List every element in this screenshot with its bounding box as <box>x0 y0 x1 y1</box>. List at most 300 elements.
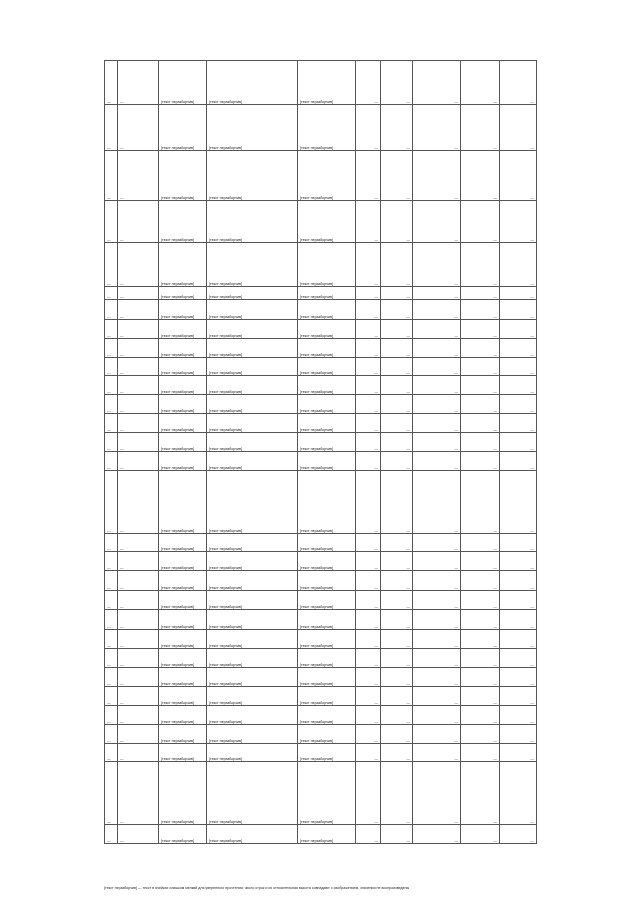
value-column-4: — <box>500 649 537 668</box>
row-number: — <box>105 825 118 844</box>
value-column-2: — <box>413 571 461 591</box>
cadastral-number: — <box>118 339 159 358</box>
value-column-4: — <box>500 395 537 414</box>
cadastral-number: — <box>118 552 159 571</box>
table-row <box>105 287 537 300</box>
value-column-2: — <box>413 825 461 844</box>
area-value: — <box>356 552 381 571</box>
object-name: [текст неразборчив] <box>159 687 207 706</box>
value-column-2: — <box>413 762 461 825</box>
land-category: [текст неразборчив] <box>207 376 298 395</box>
land-category: [текст неразборчив] <box>207 687 298 706</box>
value-column-2: — <box>413 61 461 105</box>
value-column-3: — <box>461 433 500 452</box>
table-row <box>105 630 537 649</box>
object-name: [текст неразборчив] <box>159 243 207 287</box>
value-column-4: — <box>500 630 537 649</box>
value-column-1: — <box>381 668 413 687</box>
permitted-use: [текст неразборчив] <box>298 287 356 300</box>
table-row <box>105 725 537 744</box>
permitted-use: [текст неразборчив] <box>298 649 356 668</box>
cadastral-number: — <box>118 762 159 825</box>
value-column-3: — <box>461 105 500 151</box>
area-value: — <box>356 725 381 744</box>
value-column-2: — <box>413 339 461 358</box>
value-column-4: — <box>500 376 537 395</box>
table-row <box>105 591 537 610</box>
value-column-3: — <box>461 825 500 844</box>
table-row <box>105 201 537 243</box>
object-name: [текст неразборчив] <box>159 287 207 300</box>
area-value: — <box>356 706 381 725</box>
value-column-3: — <box>461 452 500 471</box>
row-number: — <box>105 534 118 552</box>
row-number: — <box>105 471 118 534</box>
permitted-use: [текст неразборчив] <box>298 339 356 358</box>
permitted-use: [текст неразборчив] <box>298 105 356 151</box>
value-column-4: — <box>500 571 537 591</box>
land-category: [текст неразборчив] <box>207 105 298 151</box>
value-column-3: — <box>461 610 500 630</box>
table-row <box>105 320 537 339</box>
value-column-1: — <box>381 744 413 762</box>
area-value: — <box>356 610 381 630</box>
area-value: — <box>356 358 381 376</box>
object-name: [текст неразборчив] <box>159 395 207 414</box>
cadastral-number: — <box>118 571 159 591</box>
value-column-2: — <box>413 706 461 725</box>
permitted-use: [текст неразборчив] <box>298 706 356 725</box>
row-number: — <box>105 151 118 201</box>
table-row <box>105 105 537 151</box>
permitted-use: [текст неразборчив] <box>298 725 356 744</box>
table-row <box>105 243 537 287</box>
value-column-2: — <box>413 668 461 687</box>
value-column-2: — <box>413 630 461 649</box>
cadastral-number: — <box>118 414 159 433</box>
permitted-use: [текст неразборчив] <box>298 471 356 534</box>
value-column-3: — <box>461 151 500 201</box>
value-column-2: — <box>413 649 461 668</box>
cadastral-number: — <box>118 151 159 201</box>
row-number: — <box>105 725 118 744</box>
land-category: [текст неразборчив] <box>207 320 298 339</box>
table-row <box>105 61 537 105</box>
value-column-4: — <box>500 552 537 571</box>
object-name: [текст неразборчив] <box>159 339 207 358</box>
row-number: — <box>105 320 118 339</box>
row-number: — <box>105 610 118 630</box>
value-column-4: — <box>500 471 537 534</box>
value-column-1: — <box>381 339 413 358</box>
object-name: [текст неразборчив] <box>159 105 207 151</box>
value-column-1: — <box>381 320 413 339</box>
row-number: — <box>105 395 118 414</box>
value-column-1: — <box>381 433 413 452</box>
area-value: — <box>356 452 381 471</box>
permitted-use: [текст неразборчив] <box>298 395 356 414</box>
value-column-2: — <box>413 151 461 201</box>
land-category: [текст неразборчив] <box>207 591 298 610</box>
value-column-3: — <box>461 706 500 725</box>
permitted-use: [текст неразборчив] <box>298 825 356 844</box>
value-column-4: — <box>500 744 537 762</box>
value-column-4: — <box>500 668 537 687</box>
row-number: — <box>105 358 118 376</box>
value-column-1: — <box>381 358 413 376</box>
land-category: [текст неразборчив] <box>207 649 298 668</box>
land-category: [текст неразборчив] <box>207 571 298 591</box>
land-category: [текст неразборчив] <box>207 414 298 433</box>
table-row <box>105 452 537 471</box>
value-column-4: — <box>500 339 537 358</box>
permitted-use: [текст неразборчив] <box>298 452 356 471</box>
object-name: [текст неразборчив] <box>159 534 207 552</box>
value-column-2: — <box>413 376 461 395</box>
cadastral-number: — <box>118 395 159 414</box>
permitted-use: [текст неразборчив] <box>298 762 356 825</box>
value-column-1: — <box>381 591 413 610</box>
value-column-4: — <box>500 358 537 376</box>
cadastral-number: — <box>118 687 159 706</box>
row-number: — <box>105 414 118 433</box>
value-column-1: — <box>381 201 413 243</box>
row-number: — <box>105 105 118 151</box>
land-category: [текст неразборчив] <box>207 452 298 471</box>
row-number: — <box>105 452 118 471</box>
permitted-use: [текст неразборчив] <box>298 591 356 610</box>
land-plot-table <box>104 60 537 844</box>
land-category: [текст неразборчив] <box>207 471 298 534</box>
table-row <box>105 744 537 762</box>
value-column-1: — <box>381 552 413 571</box>
table-row <box>105 687 537 706</box>
row-number: — <box>105 61 118 105</box>
table-row <box>105 358 537 376</box>
cadastral-number: — <box>118 433 159 452</box>
row-number: — <box>105 668 118 687</box>
value-column-2: — <box>413 433 461 452</box>
area-value: — <box>356 395 381 414</box>
value-column-3: — <box>461 534 500 552</box>
value-column-2: — <box>413 610 461 630</box>
area-value: — <box>356 534 381 552</box>
permitted-use: [текст неразборчив] <box>298 201 356 243</box>
permitted-use: [текст неразборчив] <box>298 744 356 762</box>
row-number: — <box>105 687 118 706</box>
object-name: [текст неразборчив] <box>159 471 207 534</box>
table-row <box>105 433 537 452</box>
cadastral-number: — <box>118 61 159 105</box>
object-name: [текст неразборчив] <box>159 610 207 630</box>
table-row <box>105 668 537 687</box>
object-name: [текст неразборчив] <box>159 552 207 571</box>
land-category: [текст неразборчив] <box>207 706 298 725</box>
table-row <box>105 552 537 571</box>
area-value: — <box>356 61 381 105</box>
object-name: [текст неразборчив] <box>159 433 207 452</box>
table-row <box>105 610 537 630</box>
cadastral-number: — <box>118 649 159 668</box>
row-number: — <box>105 300 118 320</box>
cadastral-number: — <box>118 105 159 151</box>
value-column-3: — <box>461 687 500 706</box>
table-row <box>105 300 537 320</box>
cadastral-number: — <box>118 320 159 339</box>
row-number: — <box>105 649 118 668</box>
value-column-4: — <box>500 725 537 744</box>
value-column-3: — <box>461 243 500 287</box>
area-value: — <box>356 825 381 844</box>
value-column-1: — <box>381 630 413 649</box>
table-row <box>105 706 537 725</box>
table-row <box>105 395 537 414</box>
row-number: — <box>105 744 118 762</box>
value-column-1: — <box>381 649 413 668</box>
value-column-3: — <box>461 395 500 414</box>
value-column-4: — <box>500 151 537 201</box>
value-column-3: — <box>461 571 500 591</box>
land-category: [текст неразборчив] <box>207 744 298 762</box>
table-row <box>105 825 537 844</box>
area-value: — <box>356 668 381 687</box>
value-column-3: — <box>461 339 500 358</box>
value-column-1: — <box>381 395 413 414</box>
cadastral-number: — <box>118 452 159 471</box>
permitted-use: [текст неразборчив] <box>298 151 356 201</box>
object-name: [текст неразборчив] <box>159 61 207 105</box>
land-category: [текст неразборчив] <box>207 339 298 358</box>
object-name: [текст неразборчив] <box>159 668 207 687</box>
permitted-use: [текст неразборчив] <box>298 687 356 706</box>
value-column-3: — <box>461 649 500 668</box>
land-category: [текст неразборчив] <box>207 534 298 552</box>
land-category: [текст неразборчив] <box>207 61 298 105</box>
area-value: — <box>356 414 381 433</box>
table-row <box>105 414 537 433</box>
table-row <box>105 151 537 201</box>
value-column-2: — <box>413 320 461 339</box>
area-value: — <box>356 687 381 706</box>
area-value: — <box>356 471 381 534</box>
land-category: [текст неразборчив] <box>207 630 298 649</box>
object-name: [текст неразборчив] <box>159 649 207 668</box>
value-column-1: — <box>381 452 413 471</box>
object-name: [текст неразборчив] <box>159 571 207 591</box>
land-category: [текст неразборчив] <box>207 395 298 414</box>
value-column-3: — <box>461 61 500 105</box>
value-column-1: — <box>381 105 413 151</box>
land-category: [текст неразборчив] <box>207 287 298 300</box>
value-column-2: — <box>413 452 461 471</box>
area-value: — <box>356 300 381 320</box>
land-category: [текст неразборчив] <box>207 825 298 844</box>
row-number: — <box>105 706 118 725</box>
object-name: [текст неразборчив] <box>159 320 207 339</box>
object-name: [текст неразборчив] <box>159 630 207 649</box>
value-column-4: — <box>500 762 537 825</box>
value-column-4: — <box>500 300 537 320</box>
object-name: [текст неразборчив] <box>159 300 207 320</box>
land-category: [текст неразборчив] <box>207 201 298 243</box>
object-name: [текст неразборчив] <box>159 358 207 376</box>
cadastral-number: — <box>118 243 159 287</box>
value-column-4: — <box>500 452 537 471</box>
area-value: — <box>356 201 381 243</box>
object-name: [текст неразборчив] <box>159 706 207 725</box>
row-number: — <box>105 571 118 591</box>
value-column-1: — <box>381 243 413 287</box>
object-name: [текст неразборчив] <box>159 762 207 825</box>
value-column-1: — <box>381 610 413 630</box>
land-category: [текст неразборчив] <box>207 151 298 201</box>
value-column-2: — <box>413 243 461 287</box>
value-column-4: — <box>500 591 537 610</box>
cadastral-number: — <box>118 300 159 320</box>
object-name: [текст неразборчив] <box>159 201 207 243</box>
area-value: — <box>356 339 381 358</box>
row-number: — <box>105 201 118 243</box>
value-column-1: — <box>381 376 413 395</box>
object-name: [текст неразборчив] <box>159 414 207 433</box>
value-column-4: — <box>500 825 537 844</box>
value-column-2: — <box>413 591 461 610</box>
land-category: [текст неразборчив] <box>207 552 298 571</box>
land-category: [текст неразборчив] <box>207 762 298 825</box>
value-column-3: — <box>461 725 500 744</box>
area-value: — <box>356 649 381 668</box>
value-column-4: — <box>500 287 537 300</box>
permitted-use: [текст неразборчив] <box>298 300 356 320</box>
area-value: — <box>356 105 381 151</box>
illegible-note: [текст неразборчив] — текст в ячейках слишком мелкий для уверенного прочтения; число строк и их относительная высота совпадают с изображением, значения не воспроизведены <box>104 886 410 890</box>
table-row <box>105 471 537 534</box>
land-category: [текст неразборчив] <box>207 433 298 452</box>
land-category: [текст неразборчив] <box>207 610 298 630</box>
value-column-2: — <box>413 105 461 151</box>
row-number: — <box>105 243 118 287</box>
table-row <box>105 571 537 591</box>
value-column-1: — <box>381 414 413 433</box>
value-column-2: — <box>413 300 461 320</box>
cadastral-number: — <box>118 706 159 725</box>
cadastral-number: — <box>118 591 159 610</box>
value-column-1: — <box>381 151 413 201</box>
value-column-4: — <box>500 201 537 243</box>
value-column-1: — <box>381 61 413 105</box>
value-column-4: — <box>500 320 537 339</box>
row-number: — <box>105 552 118 571</box>
value-column-2: — <box>413 287 461 300</box>
value-column-4: — <box>500 243 537 287</box>
row-number: — <box>105 630 118 649</box>
permitted-use: [текст неразборчив] <box>298 414 356 433</box>
value-column-2: — <box>413 201 461 243</box>
value-column-1: — <box>381 687 413 706</box>
value-column-2: — <box>413 358 461 376</box>
object-name: [текст неразборчив] <box>159 151 207 201</box>
cadastral-number: — <box>118 744 159 762</box>
cadastral-number: — <box>118 287 159 300</box>
value-column-4: — <box>500 687 537 706</box>
permitted-use: [текст неразборчив] <box>298 668 356 687</box>
table-row <box>105 376 537 395</box>
row-number: — <box>105 376 118 395</box>
value-column-2: — <box>413 471 461 534</box>
value-column-4: — <box>500 433 537 452</box>
row-number: — <box>105 433 118 452</box>
permitted-use: [текст неразборчив] <box>298 534 356 552</box>
value-column-4: — <box>500 534 537 552</box>
value-column-4: — <box>500 61 537 105</box>
table-body <box>105 61 537 844</box>
area-value: — <box>356 762 381 825</box>
permitted-use: [текст неразборчив] <box>298 610 356 630</box>
value-column-2: — <box>413 687 461 706</box>
value-column-4: — <box>500 414 537 433</box>
cadastral-number: — <box>118 534 159 552</box>
value-column-3: — <box>461 358 500 376</box>
land-category: [текст неразборчив] <box>207 725 298 744</box>
object-name: [текст неразборчив] <box>159 452 207 471</box>
area-value: — <box>356 744 381 762</box>
row-number: — <box>105 591 118 610</box>
value-column-3: — <box>461 376 500 395</box>
value-column-3: — <box>461 201 500 243</box>
value-column-1: — <box>381 287 413 300</box>
value-column-4: — <box>500 105 537 151</box>
permitted-use: [текст неразборчив] <box>298 376 356 395</box>
permitted-use: [текст неразборчив] <box>298 243 356 287</box>
value-column-2: — <box>413 744 461 762</box>
object-name: [текст неразборчив] <box>159 825 207 844</box>
cadastral-number: — <box>118 668 159 687</box>
value-column-2: — <box>413 725 461 744</box>
value-column-2: — <box>413 552 461 571</box>
value-column-3: — <box>461 414 500 433</box>
area-value: — <box>356 433 381 452</box>
object-name: [текст неразборчив] <box>159 591 207 610</box>
permitted-use: [текст неразборчив] <box>298 630 356 649</box>
cadastral-number: — <box>118 376 159 395</box>
object-name: [текст неразборчив] <box>159 744 207 762</box>
permitted-use: [текст неразборчив] <box>298 571 356 591</box>
value-column-1: — <box>381 571 413 591</box>
value-column-2: — <box>413 414 461 433</box>
value-column-3: — <box>461 762 500 825</box>
land-category: [текст неразборчив] <box>207 300 298 320</box>
object-name: [текст неразборчив] <box>159 376 207 395</box>
object-name: [текст неразборчив] <box>159 725 207 744</box>
area-value: — <box>356 630 381 649</box>
value-column-1: — <box>381 825 413 844</box>
value-column-1: — <box>381 706 413 725</box>
value-column-1: — <box>381 725 413 744</box>
table-row <box>105 534 537 552</box>
value-column-1: — <box>381 471 413 534</box>
value-column-3: — <box>461 471 500 534</box>
land-category: [текст неразборчив] <box>207 243 298 287</box>
permitted-use: [текст неразборчив] <box>298 433 356 452</box>
cadastral-number: — <box>118 630 159 649</box>
permitted-use: [текст неразборчив] <box>298 61 356 105</box>
cadastral-number: — <box>118 471 159 534</box>
value-column-3: — <box>461 320 500 339</box>
permitted-use: [текст неразборчив] <box>298 552 356 571</box>
row-number: — <box>105 287 118 300</box>
table-row <box>105 339 537 358</box>
permitted-use: [текст неразборчив] <box>298 320 356 339</box>
